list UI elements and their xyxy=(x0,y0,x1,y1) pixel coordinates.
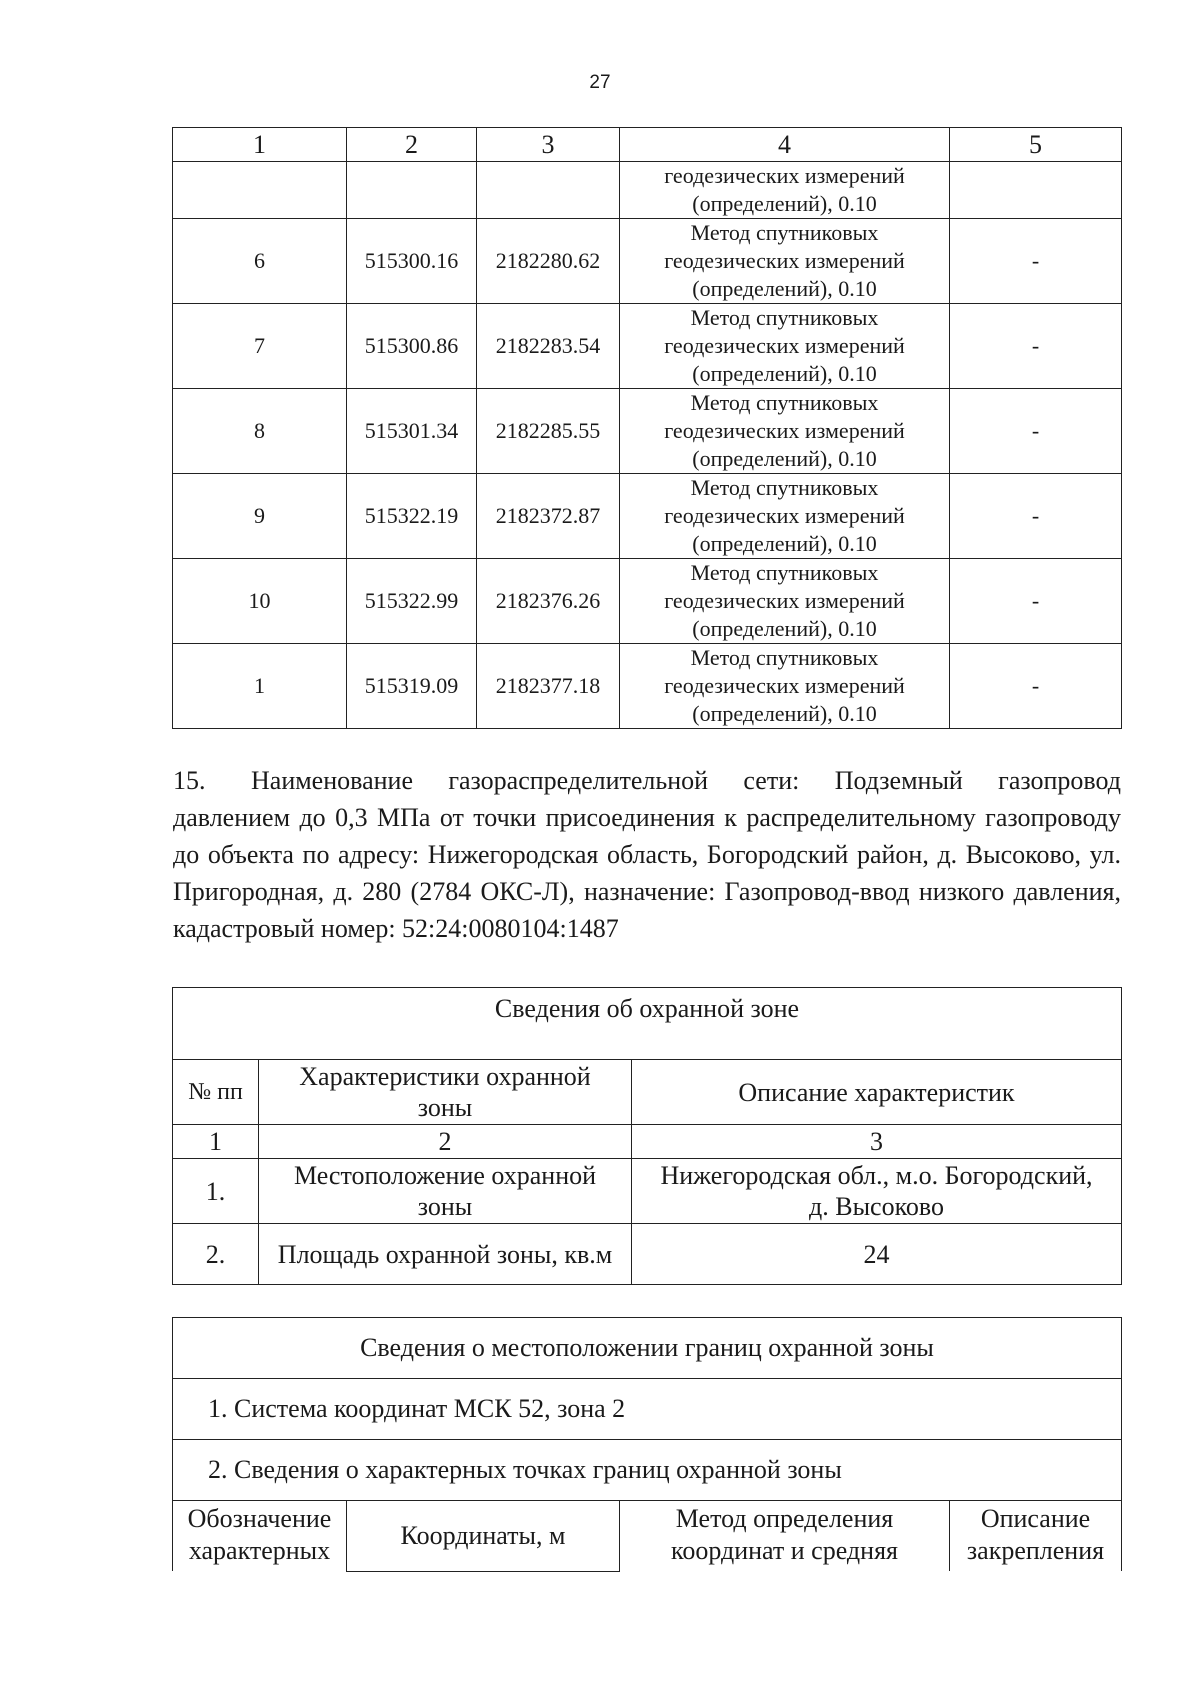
table-row xyxy=(173,1224,1122,1285)
table-row xyxy=(173,162,1122,219)
header-line: закрепления xyxy=(966,1536,1105,1565)
point-number-cell: 10 xyxy=(173,559,347,644)
method-line: геодезических измерений xyxy=(664,673,905,698)
fixing-cell: - xyxy=(950,559,1122,644)
y-coordinate-cell: 2182376.26 xyxy=(477,559,620,644)
method-cell xyxy=(620,304,950,389)
header-cell xyxy=(950,1501,1122,1572)
x-coordinate-cell: 515319.09 xyxy=(347,644,477,729)
method-line: (определений), 0.10 xyxy=(692,276,877,301)
header-cell xyxy=(259,1060,632,1125)
point-number-cell: 1 xyxy=(173,644,347,729)
method-cell xyxy=(620,162,950,219)
header-cell: 1 xyxy=(173,128,347,162)
table-title: Сведения об охранной зоне xyxy=(173,988,1122,1060)
cell-line: зоны xyxy=(417,1192,473,1221)
column-number: 2 xyxy=(259,1125,632,1159)
header-cell: Описание характеристик xyxy=(632,1060,1122,1125)
page-number: 27 xyxy=(589,72,611,93)
point-number-cell: 6 xyxy=(173,219,347,304)
table-header-row xyxy=(173,1501,1122,1572)
method-cell xyxy=(620,389,950,474)
header-cell: № пп xyxy=(173,1060,259,1125)
table-row xyxy=(173,1159,1122,1224)
method-cell xyxy=(620,559,950,644)
protected-zone-table xyxy=(172,987,1122,1285)
method-line: Метод спутниковых xyxy=(690,305,879,330)
y-coordinate-cell: 2182280.62 xyxy=(477,219,620,304)
cell-line: д. Высоково xyxy=(809,1192,944,1221)
y-coordinate-cell: 2182372.87 xyxy=(477,474,620,559)
header-line: координат и средняя xyxy=(671,1536,898,1565)
table-row xyxy=(173,304,1122,389)
x-coordinate-cell: 515301.34 xyxy=(347,389,477,474)
description-cell xyxy=(632,1159,1122,1224)
header-cell: 2 xyxy=(347,128,477,162)
characteristic-cell xyxy=(259,1159,632,1224)
point-number-cell: 8 xyxy=(173,389,347,474)
header-cell xyxy=(620,1501,950,1572)
method-line: Метод спутниковых xyxy=(690,645,879,670)
header-line: зоны xyxy=(417,1093,473,1122)
characteristic-cell: Площадь охранной зоны, кв.м xyxy=(259,1224,632,1285)
method-line: геодезических измерений xyxy=(664,503,905,528)
method-line: (определений), 0.10 xyxy=(692,191,877,216)
table-row xyxy=(173,559,1122,644)
method-line: Метод спутниковых xyxy=(690,220,879,245)
fixing-cell: - xyxy=(950,219,1122,304)
section-text: Наименование газораспределительной сети: Подземный газопровод давлением до 0,3 МПа от точки присоединения к распределительному газопроводу до объекта по адресу: Нижегородская область, Богородский район, д. Высоково, ул. Пригородная, д. 280 (2784 ОКС-Л), назначение: Газопровод-ввод низкого давления, кадастровый номер: 52:24:0080104:1487 xyxy=(173,766,1121,943)
description-cell: 24 xyxy=(632,1224,1122,1285)
method-cell xyxy=(620,219,950,304)
header-cell: 4 xyxy=(620,128,950,162)
table-row xyxy=(173,219,1122,304)
table-title: Сведения о местоположении границ охранной зоны xyxy=(173,1318,1122,1379)
row-number: 1. xyxy=(173,1159,259,1224)
fixing-cell: - xyxy=(950,474,1122,559)
header-cell: 3 xyxy=(477,128,620,162)
x-coordinate-cell: 515300.86 xyxy=(347,304,477,389)
header-line: Обозначение xyxy=(187,1504,332,1533)
points-info-line: 2. Сведения о характерных точках границ охранной зоны xyxy=(173,1440,1122,1501)
method-line: (определений), 0.10 xyxy=(692,701,877,726)
method-line: (определений), 0.10 xyxy=(692,361,877,386)
method-line: (определений), 0.10 xyxy=(692,531,877,556)
section-paragraph xyxy=(173,762,1121,947)
method-line: геодезических измерений xyxy=(664,588,905,613)
section-number: 15. xyxy=(173,766,206,795)
fixing-cell: - xyxy=(950,389,1122,474)
column-number: 3 xyxy=(632,1125,1122,1159)
fixing-cell: - xyxy=(950,644,1122,729)
coordinates-table xyxy=(172,127,1122,729)
method-cell xyxy=(620,644,950,729)
method-line: геодезических измерений xyxy=(664,163,905,188)
table-row xyxy=(173,474,1122,559)
table-header-row xyxy=(173,1060,1122,1125)
table-row xyxy=(173,389,1122,474)
fixing-cell: - xyxy=(950,304,1122,389)
method-line: Метод спутниковых xyxy=(690,475,879,500)
header-line: характерных xyxy=(188,1536,331,1565)
cell-line: Нижегородская обл., м.о. Богородский, xyxy=(660,1161,1093,1190)
y-coordinate-cell: 2182377.18 xyxy=(477,644,620,729)
row-number: 2. xyxy=(173,1224,259,1285)
column-number: 1 xyxy=(173,1125,259,1159)
cell-line: Местоположение охранной xyxy=(293,1161,597,1190)
method-line: геодезических измерений xyxy=(664,248,905,273)
table-header-row xyxy=(173,128,1122,162)
method-cell xyxy=(620,474,950,559)
method-line: Метод спутниковых xyxy=(690,560,879,585)
coordinate-system-line: 1. Система координат МСК 52, зона 2 xyxy=(173,1379,1122,1440)
method-line: геодезических измерений xyxy=(664,418,905,443)
y-coordinate-cell: 2182285.55 xyxy=(477,389,620,474)
x-coordinate-cell: 515300.16 xyxy=(347,219,477,304)
method-line: (определений), 0.10 xyxy=(692,616,877,641)
method-line: (определений), 0.10 xyxy=(692,446,877,471)
method-line: Метод спутниковых xyxy=(690,390,879,415)
header-line: Метод определения xyxy=(675,1504,894,1533)
header-line: Описание xyxy=(980,1504,1091,1533)
header-cell xyxy=(173,1501,347,1572)
point-number-cell: 9 xyxy=(173,474,347,559)
header-cell: Координаты, м xyxy=(347,1501,620,1572)
header-line: Характеристики охранной xyxy=(299,1062,591,1091)
column-number-row xyxy=(173,1125,1122,1159)
x-coordinate-cell: 515322.99 xyxy=(347,559,477,644)
boundary-table xyxy=(172,1317,1122,1572)
method-line: геодезических измерений xyxy=(664,333,905,358)
header-cell: 5 xyxy=(950,128,1122,162)
table-row xyxy=(173,644,1122,729)
point-number-cell: 7 xyxy=(173,304,347,389)
y-coordinate-cell: 2182283.54 xyxy=(477,304,620,389)
x-coordinate-cell: 515322.19 xyxy=(347,474,477,559)
